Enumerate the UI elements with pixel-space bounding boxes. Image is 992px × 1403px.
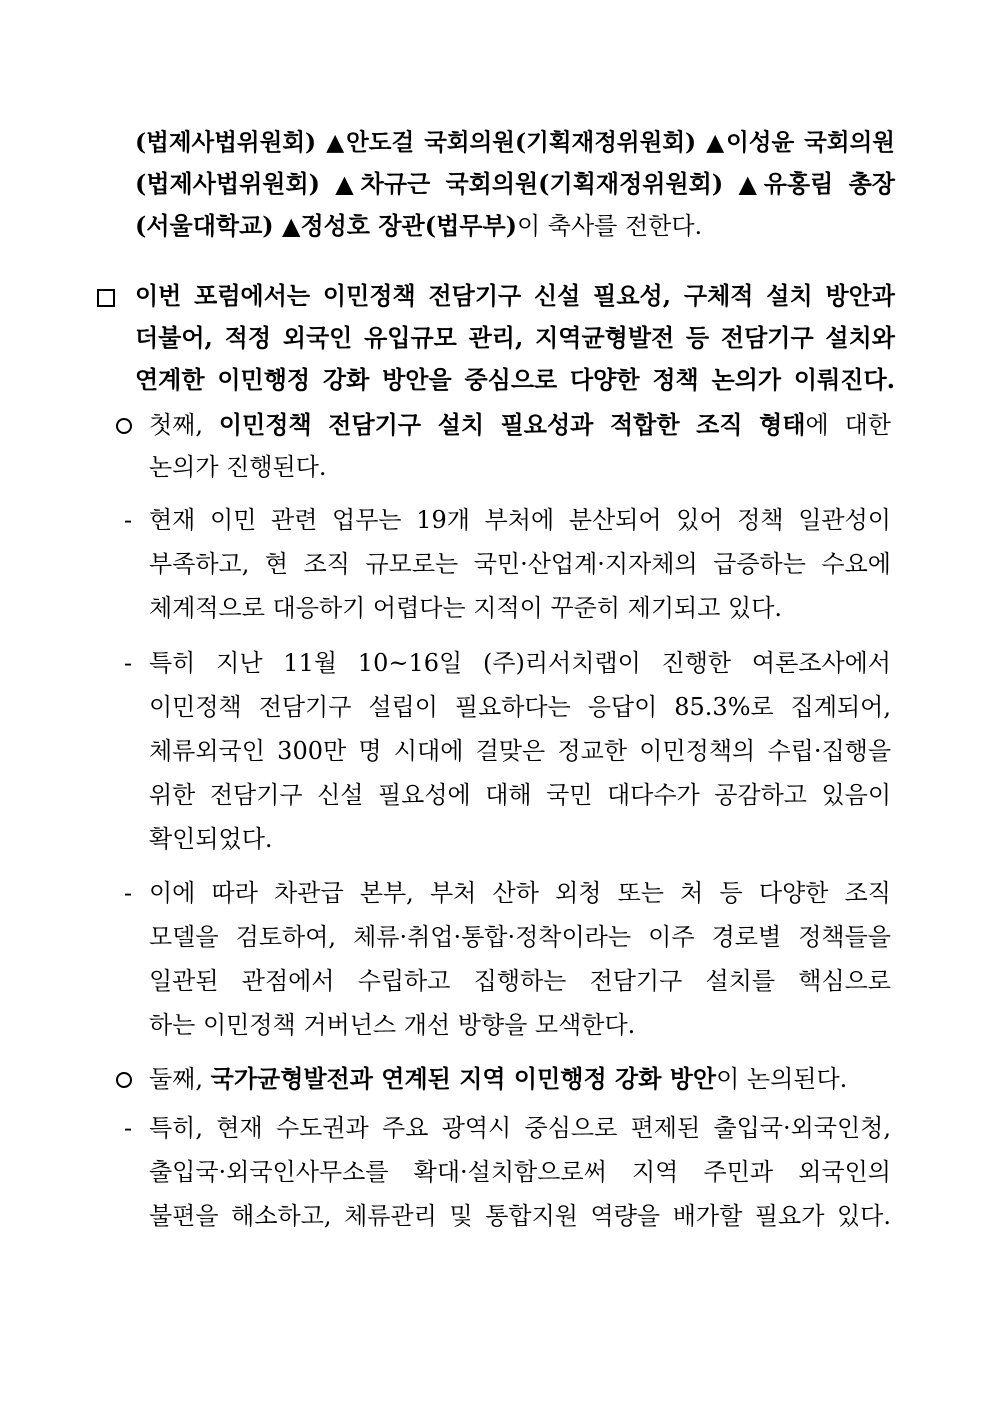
point2-bold: 국가균형발전과 연계된 지역 이민행정 강화 방안 <box>210 1064 717 1093</box>
dash1-line-3: 체계적으로 대응하기 어렵다는 지적이 꾸준히 제기되고 있다. <box>149 594 783 622</box>
section-line-1: 이번 포럼에서는 이민정책 전담기구 신설 필요성, 구체적 설치 방안과 <box>135 281 895 310</box>
circle-bullet-icon <box>116 418 132 434</box>
dash2-line-3: 체류외국인 300만 명 시대에 걸맞은 정교한 이민정책의 수립·집행을 <box>149 737 891 765</box>
dash2-line-4: 위한 전담기구 신설 필요성에 대해 국민 대다수가 공감하고 있음이 <box>149 781 891 809</box>
intro-line-2: (법제사법위원회) ▲차규근 국회의원(기획재정위원회) ▲유홍림 총장 <box>135 169 895 198</box>
dash4-line-3: 불편을 해소하고, 체류관리 및 통합지원 역량을 배가할 필요가 있다. <box>149 1202 891 1230</box>
dash1-line-2: 부족하고, 현 조직 규모로는 국민·산업계·지자체의 급증하는 수요에 <box>149 550 891 578</box>
point2-line-1 <box>149 1063 847 1095</box>
dash3-line-3: 일관된 관점에서 수립하고 집행하는 전담기구 설치를 핵심으로 <box>149 967 891 995</box>
dash-bullet-4: - <box>124 1114 133 1142</box>
point1-line-1 <box>149 409 891 441</box>
dash2-line-1: 특히 지난 11월 10~16일 (주)리서치랩이 진행한 여론조사에서 <box>149 649 891 677</box>
section-line-2: 더불어, 적정 외국인 유입규모 관리, 지역균형발전 등 전담기구 설치와 <box>135 323 895 352</box>
point1-post: 에 대한 <box>805 411 891 439</box>
dash4-line-2: 출입국·외국인사무소를 확대·설치함으로써 지역 주민과 외국인의 <box>149 1158 891 1186</box>
intro-line-3-normal: 이 축사를 전한다. <box>516 212 703 240</box>
dash-bullet-1: - <box>124 506 133 534</box>
dash3-line-4: 하는 이민정책 거버넌스 개선 방향을 모색한다. <box>149 1011 636 1039</box>
circle-bullet-icon <box>116 1072 132 1088</box>
dash3-line-1: 이에 따라 차관급 본부, 부처 산하 외청 또는 처 등 다양한 조직 <box>149 879 891 907</box>
dash4-line-1: 특히, 현재 수도권과 주요 광역시 중심으로 편제된 출입국·외국인청, <box>149 1114 891 1142</box>
checkbox-square-icon <box>97 289 115 307</box>
dash-bullet-3: - <box>124 879 133 907</box>
point1-line-2: 논의가 진행된다. <box>149 453 327 481</box>
dash3-line-2: 모델을 검토하여, 체류·취업·통합·정착이라는 이주 경로별 정책들을 <box>149 923 891 951</box>
intro-line-3 <box>135 210 702 242</box>
dash2-line-2: 이민정책 전담기구 설립이 필요하다는 응답이 85.3%로 집계되어, <box>149 693 891 721</box>
point1-pre: 첫째, <box>149 411 219 439</box>
dash2-line-5: 확인되었다. <box>149 825 273 853</box>
dash-bullet-2: - <box>124 649 133 677</box>
point2-post: 이 논의된다. <box>716 1065 848 1093</box>
point1-bold: 이민정책 전담기구 설치 필요성과 적합한 조직 형태 <box>218 410 806 439</box>
section-line-3: 연계한 이민행정 강화 방안을 중심으로 다양한 정책 논의가 이뤄진다. <box>135 365 895 394</box>
intro-line-3-bold: (서울대학교) ▲정성호 장관(법무부) <box>135 211 517 240</box>
point2-pre: 둘째, <box>149 1065 211 1093</box>
dash1-line-1: 현재 이민 관련 업무는 19개 부처에 분산되어 있어 정책 일관성이 <box>149 506 891 534</box>
intro-line-1: (법제사법위원회) ▲안도걸 국회의원(기획재정위원회) ▲이성윤 국회의원 <box>135 128 895 156</box>
